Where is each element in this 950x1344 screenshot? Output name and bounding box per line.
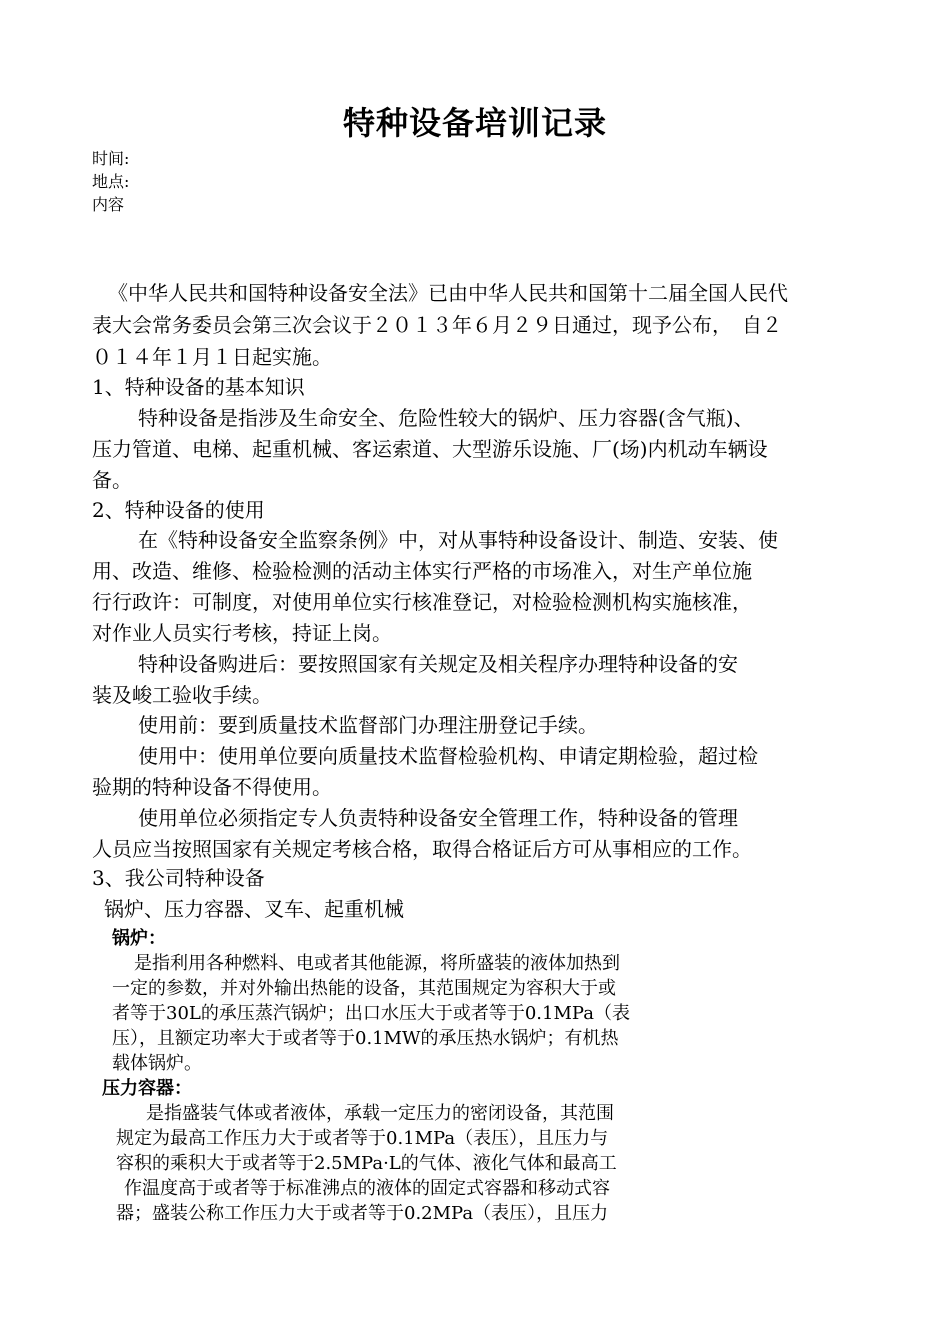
subsection-heading: 锅炉：: [112, 928, 166, 949]
page-title: 特种设备培训记录: [342, 104, 607, 142]
paragraph-line: 压力管道、电梯、起重机械、客运索道、大型游乐设施、厂(场)内机动车辆设: [92, 437, 768, 461]
paragraph-line: 器；盛装公称工作压力大于或者等于0.2MPa（表压），且压力: [116, 1203, 609, 1224]
paragraph-line: 一定的参数，并对外输出热能的设备，其范围规定为容积大于或: [112, 978, 616, 999]
paragraph-line: 使用前：要到质量技术监督部门办理注册登记手续。: [138, 713, 598, 737]
paragraph-line: 使用单位必须指定专人负责特种设备安全管理工作，特种设备的管理: [138, 806, 738, 830]
place-label: 地点:: [92, 172, 130, 191]
paragraph-line: 容积的乘积大于或者等于2.5MPa·L的气体、液化气体和最高工: [116, 1153, 617, 1174]
paragraph-line: 规定为最高工作压力大于或者等于0.1MPa（表压），且压力与: [116, 1128, 609, 1149]
paragraph-line: 特种设备是指涉及生命安全、危险性较大的锅炉、压力容器(含气瓶)、: [138, 406, 754, 430]
section-heading: 3、我公司特种设备: [92, 866, 265, 890]
paragraph-line: 对作业人员实行考核，持证上岗。: [92, 621, 392, 645]
paragraph-line: 验期的特种设备不得使用。: [92, 775, 332, 799]
paragraph-line: 使用中：使用单位要向质量技术监督检验机构、申请定期检验，超过检: [138, 744, 758, 768]
paragraph-line: 特种设备购进后：要按照国家有关规定及相关程序办理特种设备的安: [138, 652, 738, 676]
paragraph-line: 作温度高于或者等于标准沸点的液体的固定式容器和移动式容: [124, 1178, 610, 1199]
equipment-list: 锅炉、压力容器、叉车、起重机械: [104, 897, 404, 921]
paragraph-line: 人员应当按照国家有关规定考核合格，取得合格证后方可从事相应的工作。: [92, 837, 752, 861]
paragraph-line: 者等于30L的承压蒸汽锅炉；出口水压大于或者等于0.1MPa（表: [112, 1003, 630, 1024]
intro-line: ０１４年１月１日起实施。: [92, 345, 332, 369]
section-heading: 1、特种设备的基本知识: [92, 375, 305, 399]
paragraph-line: 在《特种设备安全监察条例》中，对从事特种设备设计、制造、安装、使: [138, 528, 778, 552]
meta-block: [92, 147, 129, 216]
intro-line: 表大会常务委员会第三次会议于２０１３年６月２９日通过，现予公布， 自２: [92, 313, 782, 337]
paragraph-line: 用、改造、维修、检验检测的活动主体实行严格的市场准入，对生产单位施: [92, 559, 752, 583]
section-heading: 2、特种设备的使用: [92, 498, 265, 522]
paragraph-line: 行行政许：可制度，对使用单位实行核准登记，对检验检测机构实施核准，: [92, 590, 752, 614]
intro-line: 《中华人民共和国特种设备安全法》已由中华人民共和国第十二届全国人民代: [108, 281, 788, 305]
paragraph-line: 载体锅炉。: [112, 1053, 202, 1074]
paragraph-line: 是指利用各种燃料、电或者其他能源，将所盛装的液体加热到: [134, 953, 620, 974]
content-label: 内容: [92, 195, 125, 214]
paragraph-line: 是指盛装气体或者液体，承载一定压力的密闭设备，其范围: [146, 1103, 614, 1124]
time-label: 时间:: [92, 149, 130, 168]
paragraph-line: 备。: [92, 468, 132, 492]
subsection-heading: 压力容器：: [102, 1078, 192, 1099]
paragraph-line: 压），且额定功率大于或者等于0.1MW的承压热水锅炉；有机热: [112, 1028, 619, 1049]
paragraph-line: 装及峻工验收手续。: [92, 683, 272, 707]
